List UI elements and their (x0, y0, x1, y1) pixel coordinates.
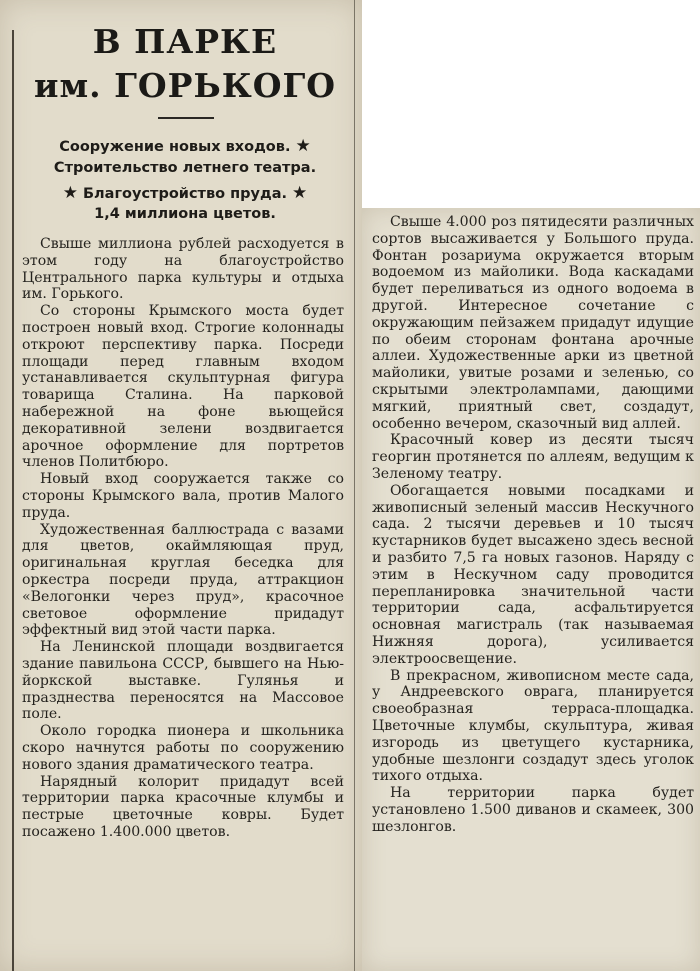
subheading-2 (20, 160, 350, 176)
subheading-4-text: 1,4 миллиона цветов. (94, 206, 276, 222)
headline-divider (158, 117, 214, 119)
right-column-body (372, 214, 694, 835)
right-column-rule (354, 0, 355, 971)
headline-line-2: им. ГОРЬКОГО (34, 66, 336, 105)
paragraph: Обогащается новыми посадками и живописный зеленый массив Нескучного сада. 2 тысячи деревьев и 10 тысяч кустарников будет высажено здесь весной и разбито 7,5 га новых газонов. Наряду с этим в Нескучном саду проводится перепланировка значительной части территории сада, асфальтируется основная магистраль (так называемая Нижняя дорога), усиливается электроосвещение. (372, 482, 694, 667)
paragraph: Художественная баллюстрада с вазами для цветов, окаймляющая пруд, оригинальная круглая беседка для оркестра посреди пруда, аттракцион «Велогонки через пруд», красочное световое оформление придадут эффектный вид этой части парка. (22, 521, 344, 639)
subheading-2-text: Строительство летнего театра. (53, 160, 317, 176)
headline-line-1: В ПАРКЕ (92, 22, 278, 61)
paragraph: Свыше 4.000 роз пятидесяти различных сортов высаживается у Большого пруда. Фонтан розариума окружается вторым водоемом из майолики. Вода каскадами будет переливаться из одного водоема в другой. Интересное сочетание с окружающим пейзажем придадут идущие по обеим сторонам фонтана арочные аллеи. Художественные арки из цветной майолики, увитые розами и зеленью, со скрытыми электролампами, дающими мягкий, приятный свет, создадут, особенно вечером, сказочный вид аллей. (372, 214, 694, 432)
paragraph: Нарядный колорит придадут всей территории парка красочные клумбы и пестрые цветочные ковры. Будет посажено 1.400.000 цветов. (22, 773, 344, 840)
paragraph: Со стороны Крымского моста будет построен новый вход. Строгие колоннады откроют перспективу парка. Посреди площади перед главным входом устанавливается скульптурная фигура товарища Сталина. На парковой набережной на фоне вьющейся декоративной зелени воздвигается арочное оформление для портретов членов Политбюро. (22, 303, 344, 471)
star-icon: ★ (295, 136, 311, 156)
left-column-body (22, 236, 344, 841)
star-icon: ★ (62, 183, 78, 203)
subheading-1 (20, 136, 350, 156)
subheading-3 (20, 183, 350, 203)
paragraph: Новый вход сооружается также со стороны Крымского вала, против Малого пруда. (22, 471, 344, 521)
paragraph: Красочный ковер из десяти тысяч георгин протянется по аллеям, ведущим к Зеленому театру. (372, 432, 694, 482)
subheading-1-text: Сооружение новых входов. (59, 139, 291, 155)
paragraph: Около городка пионера и школьника скоро начнутся работы по сооружению нового здания драматического театра. (22, 723, 344, 773)
star-icon: ★ (292, 183, 308, 203)
paragraph: Свыше миллиона рублей расходуется в этом году на благоустройство Центрального парка культуры и отдыха им. Горького. (22, 236, 344, 303)
paragraph: На территории парка будет установлено 1.500 диванов и скамеек, 300 шезлонгов. (372, 785, 694, 835)
subheading-4 (20, 206, 350, 222)
right-clipping (362, 208, 700, 971)
subheading-3-text: Благоустройство пруда. (83, 186, 287, 202)
left-column-rule (12, 30, 14, 971)
paragraph: В прекрасном, живописном месте сада, у Андреевского оврага, планируется своеобразная терраса-площадка. Цветочные клумбы, скульптура, живая изгородь из цветущего кустарника, удобные шезлонги создадут здесь уголок тихого отдыха. (372, 667, 694, 785)
paragraph: На Ленинской площади воздвигается здание павильона СССР, бывшего на Нью-йоркской выставке. Гулянья и празднества переносятся на Массовое поле. (22, 639, 344, 723)
